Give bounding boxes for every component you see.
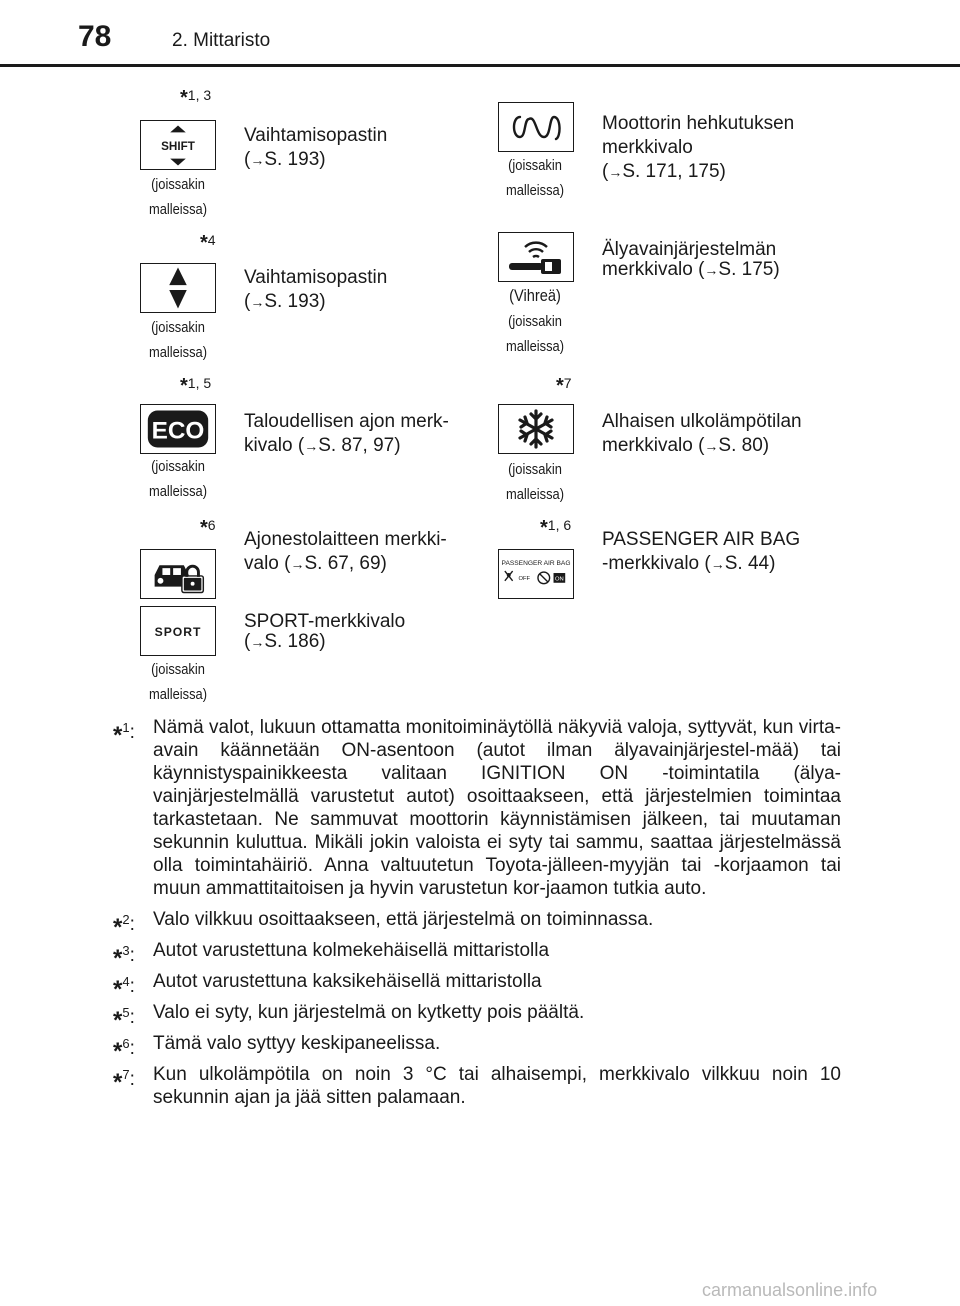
footnote: *$^6$: Tämä valo syttyy keskipaneelissa. [113,1033,441,1065]
footnote: *$^5$: Valo ei syty, kun järjestelmä on kytketty pois päältä. [113,1002,585,1034]
footnote-text: Valo ei syty, kun järjestelmä on kytketty pois päältä. [153,1002,585,1023]
description-low-temp: Alhaisen ulkolämpötilan merkkivalo (→S. 80) [602,411,802,456]
page-number: 78 [78,20,112,53]
snowflake-icon [498,404,574,454]
footnote-text: Valo vilkkuu osoittaakseen, että järjestelmä on toiminnassa. [153,909,654,930]
footnote: *$^1$: Nämä valot, lukuun ottamatta monitoiminäytöllä näkyviä valoja, syttyvät, kun virta-avain käännetään ON-asentoon (autot ilman älyavainjärjestel-mää) tai käynnistyspainikkeesta valitaan IGNITION ON -toimintatila (älya-vainjärjestelmällä varustetut autot) osoittaakseen, että järjestelmien toimintaa tarkastetaan. Ne sammuvat moottorin käynnistämisen jälkeen, tai muutaman sekunnin kuluttua. Mikäli jokin valoista ei syty tai sammu, saattaa järjestelmässä olla toimintahäiriö. Anna valtuutetun Toyota-jälleen-myyjän tai -korjaamon tai muun ammattitaitoisen ja hyvin varustetun kor-jaamon tutkia auto. [113,717,841,899]
footnote: *$^4$: Autot varustettuna kaksikehäisellä mittaristolla [113,971,542,1003]
glow-plug-coil-icon [498,102,574,152]
description-immobilizer: Ajonestolaitteen merkki- valo (→S. 67, 69) [244,529,447,574]
footnote-ref-airbag: *1, 6 [540,517,572,539]
availability-note: (joissakin malleissa) [148,319,208,361]
airbag-box-label: PASSENGER AIR BAG [501,560,571,568]
car-lock-icon [140,549,216,599]
description-sport: SPORT-merkkivalo (→S. 186) [244,611,406,652]
footnote-ref-eco: *1, 5 [180,375,212,397]
footnote-text: Kun ulkolämpötila on noin 3 °C tai alhaisempi, merkkivalo vilkkuu noin 10 sekunnin ajan ja jää sitten palamaan. [153,1064,841,1108]
eco-box-label: ECO [151,417,205,445]
footnote-text: Autot varustettuna kolmekehäisellä mittaristolla [153,940,550,961]
color-note: (Vihreä) [509,286,561,305]
sport-indicator-icon [140,606,216,656]
description-eco: Taloudellisen ajon merk- kivalo (→S. 87, 97) [244,411,449,456]
section-title: 2. Mittaristo [172,30,271,51]
description-shift2: Vaihtamisopastin (→S. 193) [244,267,388,312]
footnote-ref-shift: *1, 3 [180,87,212,109]
availability-note: (joissakin malleissa) [148,458,208,500]
footnote-text: Autot varustettuna kaksikehäisellä mittaristolla [153,971,542,992]
description-shift: Vaihtamisopastin (→S. 193) [244,125,388,170]
description-smart-key: Älyavainjärjestelmän merkkivalo (→S. 175) [602,239,780,280]
availability-note: (joissakin malleissa) [505,313,565,355]
availability-note: (joissakin malleissa) [148,661,208,703]
shift-indicator-icon [140,120,216,170]
sport-box-label: SPORT [154,624,202,639]
availability-note: (joissakin malleissa) [505,157,565,199]
availability-note: (joissakin malleissa) [505,461,565,503]
description-glow-plug: Moottorin hehkutuksen merkkivalo (→S. 171, 175) [602,113,795,182]
footnote: *$^3$: Autot varustettuna kolmekehäisellä mittaristolla [113,940,550,972]
footnote: *$^2$: Valo vilkkuu osoittaakseen, että järjestelmä on toiminnassa. [113,909,654,941]
watermark: carmanualsonline.info [702,1280,878,1300]
header-rule [0,64,960,67]
footnote-ref-immobilizer: *6 [200,517,216,539]
footnote-text: Nämä valot, lukuun ottamatta monitoiminäytöllä näkyviä valoja, syttyvät, kun virta-avain käännetään ON-asentoon (autot ilman älyavainjärjestel-mää) tai käynnistyspainikkeesta valitaan IGNITION ON -toimintatila (älya-vainjärjestelmällä varustetut autot) osoittaakseen, että järjestelmien toimintaa tarkastetaan. Ne sammuvat moottorin käynnistämisen jälkeen, tai muutaman sekunnin kuluttua. Mikäli jokin valoista ei syty tai sammu, saattaa järjestelmässä olla toimintahäiriö. Anna valtuutetun Toyota-jälleen-myyjän tai -korjaamon tai muun ammattitaitoisen ja hyvin varustetun kor-jaamon tutkia auto. [153,717,841,899]
passenger-airbag-off-icon [498,549,574,599]
svg-text:OFF: OFF [518,575,531,582]
footnote: *$^7$: Kun ulkolämpötila on noin 3 °C tai alhaisempi, merkkivalo vilkkuu noin 10 sekunnin ajan ja jää sitten palamaan. [113,1064,841,1108]
smart-key-icon [498,232,574,282]
footnote-ref-shift2: *4 [200,232,216,254]
shift-box-label: SHIFT [161,139,195,153]
up-down-triangles-icon [140,263,216,313]
footnote-text: Tämä valo syttyy keskipaneelissa. [153,1033,441,1054]
eco-indicator-icon [140,404,216,454]
description-airbag: PASSENGER AIR BAG -merkkivalo (→S. 44) [602,529,801,574]
svg-text:ON: ON [554,576,564,583]
footnote-ref-ice: *7 [556,375,572,397]
footnotes [113,716,841,1117]
availability-note: (joissakin malleissa) [148,176,208,218]
